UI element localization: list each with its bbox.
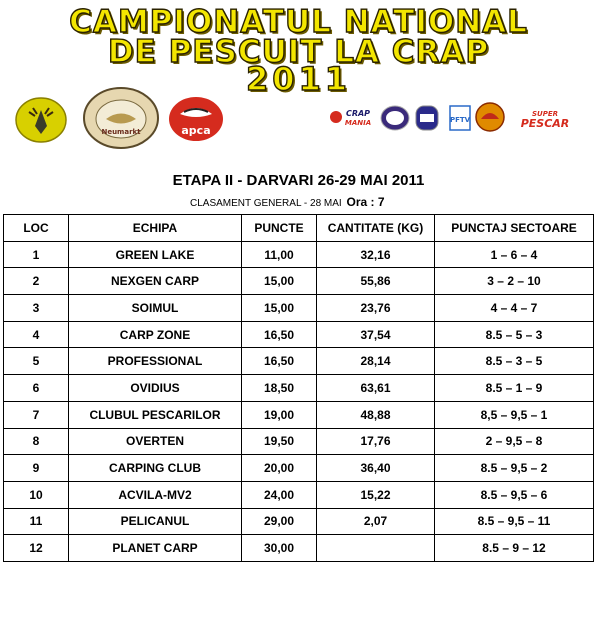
header-cantitate: CANTITATE (KG) (317, 215, 435, 242)
cell-echipa: CLUBUL PESCARILOR (69, 401, 242, 428)
sponsor-logo-3 (414, 104, 440, 132)
table-row (4, 508, 594, 535)
cell-punctaj: 1 – 6 – 4 (435, 241, 594, 268)
cell-punctaj: 8.5 – 3 – 5 (435, 348, 594, 375)
table-row (4, 535, 594, 562)
cell-echipa: ACVILA-MV2 (69, 481, 242, 508)
table-row (4, 268, 594, 295)
cell-echipa: PROFESSIONAL (69, 348, 242, 375)
table-row (4, 295, 594, 322)
svg-text:SUPER: SUPER (531, 110, 559, 118)
cell-cantitate: 36,40 (317, 455, 435, 482)
results-table (3, 214, 594, 562)
header-puncte: PUNCTE (242, 215, 317, 242)
cell-puncte: 11,00 (242, 241, 317, 268)
table-row (4, 321, 594, 348)
cell-cantitate: 32,16 (317, 241, 435, 268)
cell-punctaj: 4 – 4 – 7 (435, 295, 594, 322)
cell-loc: 11 (4, 508, 69, 535)
cell-punctaj: 8.5 – 1 – 9 (435, 375, 594, 402)
cell-cantitate: 23,76 (317, 295, 435, 322)
cell-loc: 4 (4, 321, 69, 348)
standings-subtitle (190, 195, 385, 209)
apca-badge-text: apca (181, 124, 211, 137)
standings-label: CLASAMENT GENERAL - 28 MAI (190, 198, 342, 209)
cell-puncte: 15,00 (242, 295, 317, 322)
title-year: 2011 (245, 60, 352, 98)
header-banner (0, 0, 597, 150)
svg-text:PESCAR: PESCAR (520, 117, 570, 130)
cell-cantitate: 15,22 (317, 481, 435, 508)
cell-punctaj: 8.5 – 9,5 – 11 (435, 508, 594, 535)
cell-loc: 5 (4, 348, 69, 375)
cell-puncte: 16,50 (242, 348, 317, 375)
sponsor-logo-2 (380, 104, 410, 132)
cell-cantitate: 37,54 (317, 321, 435, 348)
cell-loc: 3 (4, 295, 69, 322)
title-line-2: DE PESCUIT LA CRAP (107, 34, 490, 70)
pftv-logo (448, 104, 472, 132)
cell-loc: 6 (4, 375, 69, 402)
cell-puncte: 24,00 (242, 481, 317, 508)
cell-echipa: GREEN LAKE (69, 241, 242, 268)
cell-puncte: 19,00 (242, 401, 317, 428)
header-echipa: ECHIPA (69, 215, 242, 242)
cell-puncte: 18,50 (242, 375, 317, 402)
cell-punctaj: 8.5 – 5 – 3 (435, 321, 594, 348)
cell-punctaj: 3 – 2 – 10 (435, 268, 594, 295)
table-row (4, 375, 594, 402)
cell-echipa: CARP ZONE (69, 321, 242, 348)
cell-cantitate: 28,14 (317, 348, 435, 375)
table-row (4, 401, 594, 428)
cell-loc: 9 (4, 455, 69, 482)
cell-loc: 2 (4, 268, 69, 295)
cell-cantitate: 2,07 (317, 508, 435, 535)
agvpr-badge-text: Neumarkt (101, 128, 141, 136)
cell-loc: 10 (4, 481, 69, 508)
cell-echipa: CARPING CLUB (69, 455, 242, 482)
table-row (4, 241, 594, 268)
cell-cantitate: 55,86 (317, 268, 435, 295)
cell-puncte: 16,50 (242, 321, 317, 348)
sponsor-logo-5 (475, 102, 505, 132)
header-punctaj: PUNCTAJ SECTOARE (435, 215, 594, 242)
table-body (4, 241, 594, 561)
time-label: Ora : 7 (346, 195, 385, 209)
cell-echipa: OVIDIUS (69, 375, 242, 402)
cell-loc: 1 (4, 241, 69, 268)
title-line-1: CAMPIONATUL NATIONAL (69, 4, 528, 40)
cell-loc: 12 (4, 535, 69, 562)
cell-punctaj: 8.5 – 9,5 – 6 (435, 481, 594, 508)
deer-emblem-logo (15, 96, 67, 144)
svg-text:MANIA: MANIA (344, 119, 372, 127)
cell-punctaj: 8.5 – 9,5 – 2 (435, 455, 594, 482)
apca-badge-logo (168, 96, 224, 142)
cell-puncte: 20,00 (242, 455, 317, 482)
crap-mania-logo (328, 104, 376, 130)
cell-puncte: 15,00 (242, 268, 317, 295)
cell-cantitate: 17,76 (317, 428, 435, 455)
pftv-logo-text: PFTV (449, 116, 471, 124)
stage-title: ETAPA II - DARVARI 26-29 MAI 2011 (172, 172, 425, 189)
cell-echipa: SOIMUL (69, 295, 242, 322)
cell-echipa: OVERTEN (69, 428, 242, 455)
cell-punctaj: 8.5 – 9 – 12 (435, 535, 594, 562)
cell-puncte: 30,00 (242, 535, 317, 562)
table-row (4, 455, 594, 482)
cell-echipa: NEXGEN CARP (69, 268, 242, 295)
table-header-row (4, 215, 594, 242)
super-pescar-logo (510, 108, 580, 130)
table-row (4, 348, 594, 375)
cell-punctaj: 8,5 – 9,5 – 1 (435, 401, 594, 428)
table-row (4, 428, 594, 455)
cell-cantitate: 63,61 (317, 375, 435, 402)
svg-text:CRAP: CRAP (345, 109, 371, 118)
cell-cantitate (317, 535, 435, 562)
cell-loc: 8 (4, 428, 69, 455)
cell-punctaj: 2 – 9,5 – 8 (435, 428, 594, 455)
table-row (4, 481, 594, 508)
cell-echipa: PLANET CARP (69, 535, 242, 562)
cell-cantitate: 48,88 (317, 401, 435, 428)
header-loc: LOC (4, 215, 69, 242)
agvpr-badge-logo (82, 86, 160, 150)
cell-echipa: PELICANUL (69, 508, 242, 535)
cell-puncte: 29,00 (242, 508, 317, 535)
cell-loc: 7 (4, 401, 69, 428)
cell-puncte: 19,50 (242, 428, 317, 455)
